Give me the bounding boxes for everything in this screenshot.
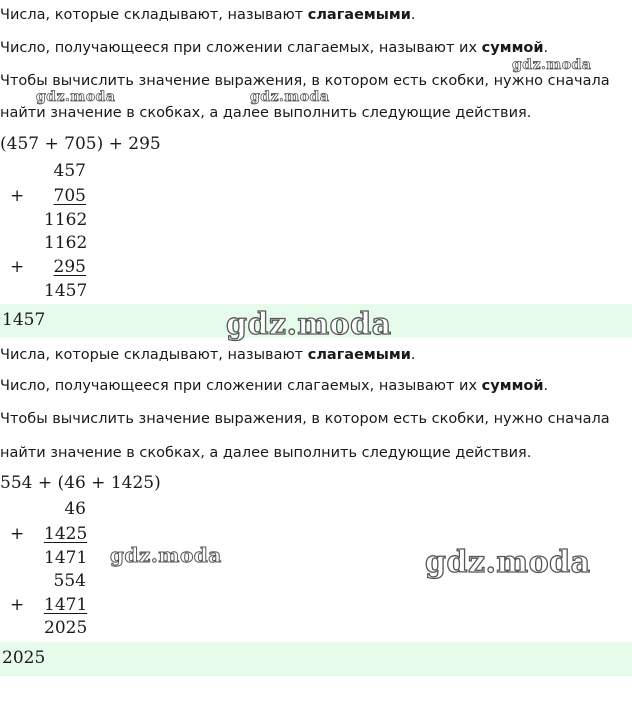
term-sum: суммой — [481, 40, 544, 56]
t1-s1-addend-b: 705 — [53, 186, 86, 206]
rule-sum-2: Число, получающееся при сложении слагаемых, называют их суммой. — [0, 378, 549, 394]
term-addends-2: слагаемыми — [307, 347, 411, 363]
t1-s2-plus: + — [10, 257, 25, 277]
t1-s2-result: 1457 — [44, 281, 88, 301]
t2-s2-addend-a: 554 — [53, 571, 86, 591]
rule-order-line2: найти значение в скобках, а далее выполнить следующие действия. — [0, 105, 532, 121]
watermark: gdz.moda — [512, 57, 592, 73]
t1-s1-plus: + — [10, 186, 25, 206]
t1-s1-result: 1162 — [44, 210, 88, 230]
watermark: gdz.moda — [36, 89, 116, 105]
answer-2: 2025 — [2, 648, 46, 668]
t2-s1-addend-b: 1425 — [44, 524, 88, 544]
term-addends: слагаемыми — [307, 7, 411, 23]
expression-1: (457 + 705) + 295 — [0, 134, 161, 154]
t1-s1-addend-a: 457 — [53, 161, 86, 181]
rule-addends-2: Числа, которые складывают, называют слагаемыми. — [0, 347, 416, 363]
t1-s2-addend-a: 1162 — [44, 233, 88, 253]
t1-s2-addend-b: 295 — [53, 257, 86, 277]
rule-order-2-line2: найти значение в скобках, а далее выполнить следующие действия. — [0, 445, 532, 461]
watermark: gdz.moda — [250, 89, 330, 105]
watermark: gdz.moda — [226, 307, 392, 342]
watermark: gdz.moda — [110, 543, 222, 567]
t2-s1-result: 1471 — [44, 548, 88, 568]
t2-s2-addend-b: 1471 — [44, 595, 88, 615]
rule-sum: Число, получающееся при сложении слагаемых, называют их суммой. — [0, 40, 549, 56]
rule-order-2-line1: Чтобы вычислить значение выражения, в котором есть скобки, нужно сначала — [0, 411, 610, 427]
answer-1: 1457 — [2, 310, 46, 330]
rule-addends: Числа, которые складывают, называют слагаемыми. — [0, 7, 416, 23]
t2-s1-plus: + — [10, 524, 25, 544]
rule-order-line1: Чтобы вычислить значение выражения, в котором есть скобки, нужно сначала — [0, 73, 610, 89]
term-sum-2: суммой — [481, 378, 544, 394]
t2-s2-plus: + — [10, 595, 25, 615]
expression-2: 554 + (46 + 1425) — [0, 473, 161, 493]
answer-box-2 — [0, 642, 632, 676]
t2-s1-addend-a: 46 — [64, 499, 86, 519]
t2-s2-result: 2025 — [44, 618, 88, 638]
watermark: gdz.moda — [425, 545, 591, 580]
